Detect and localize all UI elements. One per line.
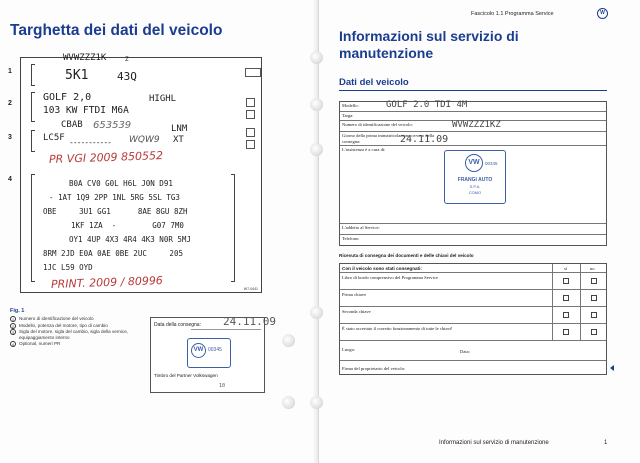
delivery-date-handwritten: 24.11.09 <box>223 315 276 328</box>
bracket-3 <box>31 130 35 152</box>
table-row <box>340 146 606 224</box>
vehicle-data-table <box>339 101 607 246</box>
yes-checkbox[interactable] <box>563 312 569 318</box>
continue-arrow-icon <box>610 365 614 371</box>
left-page <box>0 0 318 463</box>
vw-logo-icon: VW <box>465 154 483 172</box>
delivery-receipt-table <box>339 263 607 375</box>
figure-label: Fig. 1 <box>10 308 25 314</box>
bracket-1 <box>31 64 35 86</box>
bracket-2 <box>31 92 35 122</box>
options-line: OY1 4UP 4X3 4R4 4K3 N0R 5MJ <box>69 235 191 244</box>
binder-hole <box>310 51 323 64</box>
vin-label: Numero di identificazione del veicolo: <box>342 122 413 127</box>
model-line-2: 103 KW FTDI M6A <box>43 105 129 116</box>
dealer-city: COMO <box>468 190 482 195</box>
figure-legend <box>10 316 146 348</box>
row-number-4: 4 <box>8 176 12 183</box>
no-checkbox[interactable] <box>591 312 597 318</box>
yes-checkbox[interactable] <box>563 329 569 335</box>
vin-suffix: Z <box>125 56 129 63</box>
paint-code: LC5F <box>43 133 65 143</box>
table-row <box>340 121 606 132</box>
table-row <box>340 273 606 290</box>
options-line: 1JC L59 OYD <box>43 263 93 272</box>
legend-item: 3 Sigla del motore, sigla del cambio, sigla della vernice, equipaggiamento interno <box>11 329 129 340</box>
dealer-name: FRANGI AUTO <box>457 177 493 183</box>
yes-column-header: sì <box>564 266 568 271</box>
item-label: È stato accertato il corretto funzionamento di tutte le chiavi! <box>342 326 453 331</box>
table-row <box>340 290 606 307</box>
delivery-receipt-title: Ricevuta di consegna dei documenti e delle chiavi del veicolo <box>339 253 474 258</box>
paint-handwritten: WQW9 <box>129 135 160 145</box>
vehicle-data-plate <box>8 53 262 293</box>
binder-hole <box>310 306 323 319</box>
vin-handwritten: WVWZZZ1KZ <box>452 120 501 130</box>
right-page-title: Informazioni sul servizio di manutenzione <box>339 28 519 61</box>
dealer-stamp <box>444 150 506 204</box>
legend-item: 4 Optional, numeri PR <box>11 341 61 348</box>
stamp-label: Timbro del Partner Volkswagen <box>154 373 218 378</box>
plate-box <box>246 128 255 137</box>
bracket-4 <box>31 174 35 282</box>
table-row <box>340 224 606 235</box>
options-line: OBE 3U1 GG1 8AE 8GU 8ZH <box>43 207 188 216</box>
binder-hole <box>310 143 323 156</box>
stamp-number: 00345 <box>208 347 222 353</box>
no-checkbox[interactable] <box>591 295 597 301</box>
model-handwritten: GOLF 2.0 TDI 4M <box>386 100 468 110</box>
yes-checkbox[interactable] <box>563 295 569 301</box>
delivered-items-header: Con il veicolo sono stati consegnati: <box>342 266 422 271</box>
plate-label: Targa: <box>342 113 354 118</box>
date-label: Data: <box>460 349 470 354</box>
table-row <box>340 235 606 246</box>
engine-handwritten: 653539 <box>93 120 132 131</box>
options-line: 1KF 1ZA - G07 7M0 <box>71 221 184 230</box>
binder-hole <box>282 334 295 347</box>
vin-handwritten: WVWZZZ1K <box>63 53 107 63</box>
first-registration-label: Giorno della prima immatricolazione ovvero della consegna: <box>342 133 435 144</box>
handwritten-print-number: PRINT. 2009 / 80996 <box>50 274 164 291</box>
service-contact-label: L'addetto al Service: <box>342 225 380 230</box>
row-number-3: 3 <box>8 134 12 141</box>
table-row <box>340 341 606 361</box>
options-line: - 1AT 1Q9 2PP 1NL 5RG 5SL TG3 <box>49 193 180 202</box>
right-page <box>318 0 640 463</box>
phone-label: Telefono: <box>342 236 360 241</box>
yes-checkbox[interactable] <box>563 278 569 284</box>
assistance-label: L'assistenza è a cura di: <box>342 147 386 152</box>
no-column-header: no <box>590 266 595 271</box>
delivery-date-label: Data della consegna: <box>154 322 201 328</box>
delivery-date-line <box>191 329 261 330</box>
delivery-date-box <box>150 315 276 393</box>
handwritten-pr-number: PR VGI 2009 850552 <box>48 149 164 166</box>
engine-suffix: LNM <box>171 124 188 134</box>
table-row <box>340 132 606 146</box>
no-checkbox[interactable] <box>591 278 597 284</box>
table-row <box>340 324 606 341</box>
engine-code: CBAB <box>61 120 83 130</box>
plate-figure-code: W7-0441 <box>243 287 258 291</box>
page-number: 1 <box>604 440 608 446</box>
row-number-2: 2 <box>8 100 12 107</box>
place-label: Luogo: <box>342 347 356 352</box>
vw-logo-icon: W <box>597 8 608 19</box>
stamp-handwritten: 10 <box>219 383 226 389</box>
legend-item: 2 Modello, potenza del motore, tipo di cambio <box>11 322 108 329</box>
page-footer: Informazioni sul servizio di manutenzione <box>439 440 549 446</box>
table-header-row <box>340 264 606 273</box>
plate-box <box>245 68 261 77</box>
item-label: Seconda chiave <box>342 309 371 314</box>
bracket-4-right <box>231 174 235 282</box>
booklet-header: Fascicolo 1.1 Programma Service <box>471 11 554 17</box>
table-row <box>340 361 606 376</box>
item-label: Prima chiave <box>342 292 367 297</box>
left-page-title: Targhetta dei dati del veicolo <box>10 22 223 39</box>
table-row <box>340 307 606 324</box>
legend-item: 1 Numero di identificazione del veicolo <box>11 316 94 322</box>
item-label: Libro di bordo comprensivo del Programma Service <box>342 275 438 280</box>
binder-hole <box>310 396 323 409</box>
model-line-1-trim: HIGHL <box>149 94 177 104</box>
options-line: B0A CV0 G0L H6L J0N D91 <box>69 179 173 188</box>
plate-box <box>246 98 255 107</box>
dealer-number: 00345 <box>485 161 498 166</box>
table-row <box>340 102 606 112</box>
row-number-1: 1 <box>8 68 12 75</box>
dealer-stamp <box>187 338 231 368</box>
vw-logo-icon: VW <box>191 343 206 358</box>
binder-hole <box>310 98 323 111</box>
model-line-1: GOLF 2,0 <box>43 92 92 103</box>
subtitle-rule <box>339 90 607 91</box>
options-line: 8RM 2JD E0A 0AE 0BE 2UC 205 <box>43 249 183 258</box>
binder-hole <box>282 396 295 409</box>
model-label: Modello: <box>342 103 359 108</box>
plate-box <box>246 110 255 119</box>
first-registration-handwritten: 24.11.09 <box>400 134 449 145</box>
dealer-sub: S.P.A. <box>469 184 481 189</box>
paint-dashes: ----------- <box>69 138 111 147</box>
signature-label: Firma del proprietario del veicolo: <box>342 366 406 371</box>
plate-box <box>246 140 255 149</box>
paint-suffix: XT <box>173 135 184 145</box>
no-checkbox[interactable] <box>591 329 597 335</box>
model-code: 5K1 <box>65 68 89 83</box>
model-code-2: 43Q <box>117 70 137 83</box>
vehicle-data-subtitle: Dati del veicolo <box>339 77 409 88</box>
